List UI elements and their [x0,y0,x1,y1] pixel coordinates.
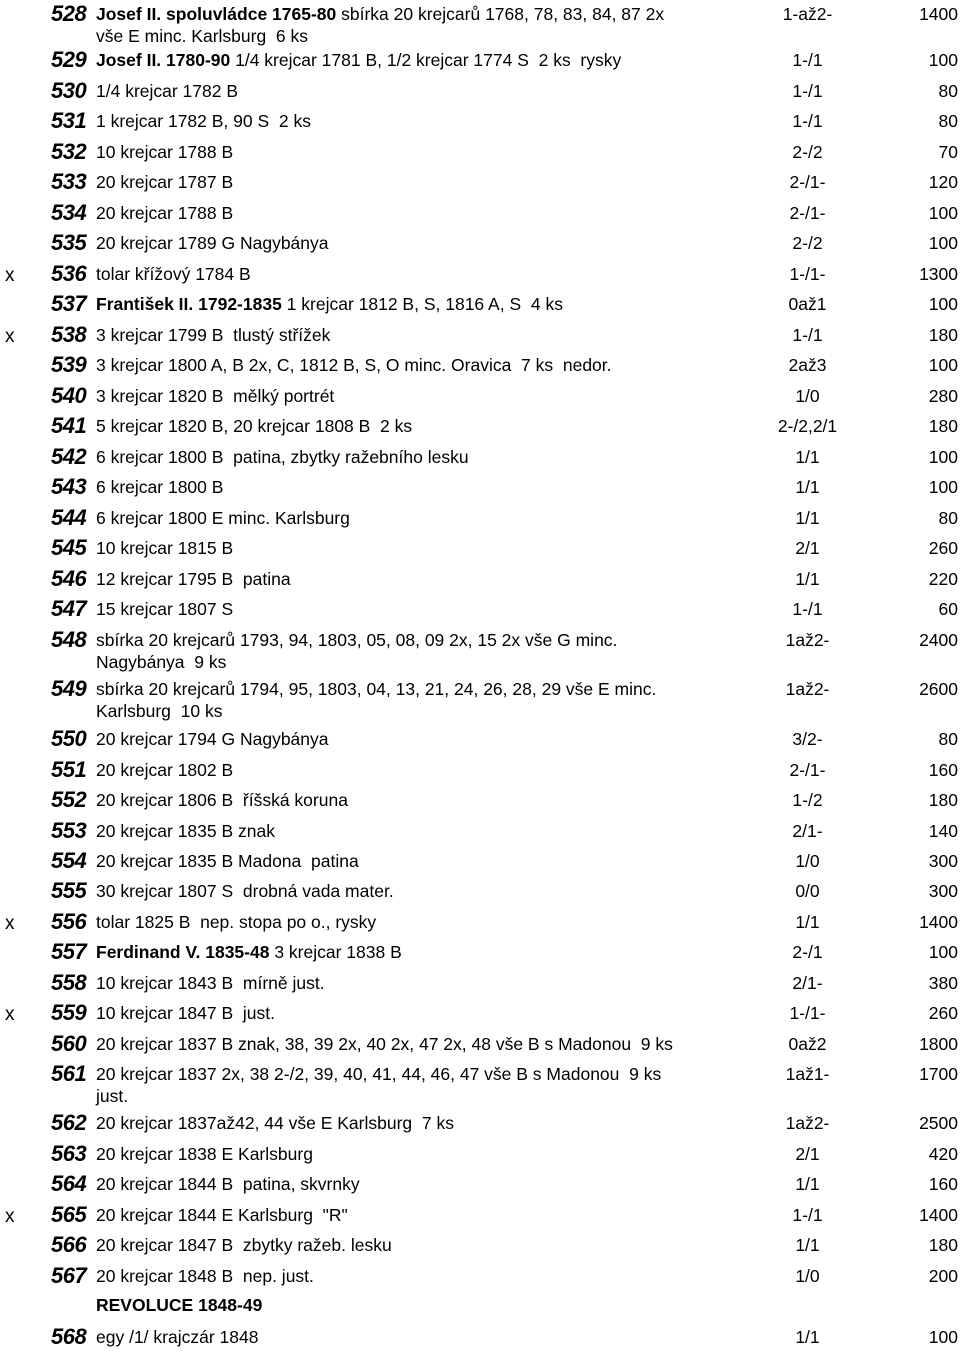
lot-number: 550 [51,726,87,751]
lot-number: 544 [51,505,87,530]
lot-price: 100 [928,942,958,962]
lot-text: 1/4 krejcar 1782 B [96,81,239,101]
lot-description [96,49,776,71]
lot-grade: 1/1 [795,1327,820,1347]
lot-grade: 1-/1- [789,1003,826,1023]
lot-price: 100 [928,50,958,70]
lot-price: 120 [928,172,958,192]
lot-number: 531 [51,108,87,133]
lot-text: 30 krejcar 1807 S drobná vada mater. [96,881,394,901]
lot-text: 20 krejcar 1837 2x, 38 2-/2, 39, 40, 41, 44, 46, 47 vše B s Madonou 9 ks just. [96,1064,662,1106]
lot-price: 260 [928,538,958,558]
lot-description [96,446,776,468]
lot-mark: x [5,1206,15,1227]
lot-price: 100 [928,1327,958,1347]
lot-price: 180 [928,790,958,810]
lot-grade: 1/0 [795,386,820,406]
lot-text: 20 krejcar 1794 G Nagybánya [96,729,329,749]
lot-number: 532 [51,139,87,164]
lot-grade: 2/1 [795,1144,820,1164]
lot-number: 536 [51,261,87,286]
lot-number: 551 [51,757,87,782]
lot-text: 20 krejcar 1844 E Karlsburg "R" [96,1205,348,1225]
lot-price: 60 [938,599,958,619]
lot-description [96,293,776,315]
ruler-heading: Josef II. spoluvládce 1765-80 [96,4,337,24]
lot-grade: 2-/2 [792,142,823,162]
lot-number: 554 [51,848,87,873]
lot-number: 541 [51,413,87,438]
lot-text: 20 krejcar 1837 B znak, 38, 39 2x, 40 2x, 47 2x, 48 vše B s Madonou 9 ks [96,1034,673,1054]
lot-description [96,850,776,872]
lot-text: sbírka 20 krejcarů 1794, 95, 1803, 04, 13, 21, 24, 26, 28, 29 vše E minc. Karlsburg 10 ks [96,679,657,721]
lot-price: 180 [928,416,958,436]
lot-grade: 2-/2 [792,233,823,253]
lot-price: 100 [928,477,958,497]
lot-price: 80 [938,111,958,131]
lot-price: 2500 [919,1113,958,1133]
lot-description [96,80,776,102]
lot-grade: 1-/1- [789,264,826,284]
lot-text: 10 krejcar 1788 B [96,142,234,162]
lot-number: 539 [51,352,87,377]
lot-mark: x [5,913,15,934]
lot-description [96,354,776,376]
lot-description [96,476,776,498]
lot-description [96,537,776,559]
lot-number: 567 [51,1263,87,1288]
lot-description [96,1326,776,1348]
lot-number: 537 [51,291,87,316]
lot-grade: 1/1 [795,477,820,497]
lot-text: 20 krejcar 1844 B patina, skvrnky [96,1174,360,1194]
lot-grade: 1až2- [785,1113,830,1133]
lot-grade: 1-/1 [792,599,823,619]
lot-grade: 2-/1 [792,942,823,962]
lot-number: 568 [51,1324,87,1349]
lot-grade: 2-/1- [789,203,826,223]
lot-grade: 1-/1 [792,81,823,101]
lot-price: 140 [928,821,958,841]
section-heading: REVOLUCE 1848-49 [96,1295,263,1315]
lot-price: 420 [928,1144,958,1164]
lot-grade: 2-/2,2/1 [777,416,838,436]
lot-price: 260 [928,1003,958,1023]
lot-description [96,789,776,811]
lot-grade: 2-/1- [789,760,826,780]
lot-grade: 2/1 [795,538,820,558]
lot-number: 556 [51,909,87,934]
lot-description [96,171,776,193]
lot-mark: x [5,265,15,286]
lot-grade: 3/2- [792,729,823,749]
lot-grade: 1-/1 [792,1205,823,1225]
lot-number: 545 [51,535,87,560]
lot-price: 1700 [919,1064,958,1084]
lot-price: 2600 [919,679,958,699]
lot-description [96,110,776,132]
lot-description [96,941,776,963]
lot-description [96,598,776,620]
lot-description [96,759,776,781]
lot-grade: 1/1 [795,1235,820,1255]
lot-grade: 1až2- [785,630,830,650]
lot-text: 1 krejcar 1812 B, S, 1816 A, S 4 ks [281,294,563,314]
lot-description [96,385,776,407]
lot-grade: 1-/2 [792,790,823,810]
lot-text: 3 krejcar 1799 B tlustý střížek [96,325,331,345]
lot-text: 10 krejcar 1843 B mírně just. [96,973,325,993]
lot-price: 300 [928,851,958,871]
lot-grade: 0až2 [788,1034,827,1054]
lot-text: 1 krejcar 1782 B, 90 S 2 ks [96,111,311,131]
lot-description [96,507,776,529]
lot-description [96,728,776,750]
lot-grade: 1/1 [795,569,820,589]
lot-grade: 2-/1- [789,172,826,192]
lot-description [96,880,776,902]
lot-number: 565 [51,1202,87,1227]
lot-mark: x [5,326,15,347]
lot-price: 100 [928,294,958,314]
lot-description [96,1265,776,1287]
lot-grade: 2/1- [792,973,823,993]
lot-grade: 0až1 [788,294,827,314]
lot-text: 3 krejcar 1800 A, B 2x, C, 1812 B, S, O minc. Oravica 7 ks nedor. [96,355,612,375]
lot-text: 20 krejcar 1789 G Nagybánya [96,233,329,253]
lot-number: 528 [51,1,87,26]
lot-description [96,202,776,224]
lot-description [96,1143,776,1165]
lot-number: 549 [51,676,87,701]
lot-number: 538 [51,322,87,347]
lot-price: 70 [938,142,958,162]
lot-grade: 1až2- [785,679,830,699]
lot-price: 1300 [919,264,958,284]
lot-text: 5 krejcar 1820 B, 20 krejcar 1808 B 2 ks [96,416,413,436]
lot-number: 548 [51,627,87,652]
lot-text: 12 krejcar 1795 B patina [96,569,291,589]
lot-description [96,972,776,994]
lot-price: 100 [928,355,958,375]
lot-text: 6 krejcar 1800 E minc. Karlsburg [96,508,350,528]
lot-description [96,1204,776,1226]
lot-price: 1800 [919,1034,958,1054]
lot-text: 20 krejcar 1788 B [96,203,234,223]
lot-grade: 1-/1 [792,111,823,131]
lot-number: 561 [51,1061,87,1086]
lot-mark: x [5,1004,15,1025]
lot-text: 10 krejcar 1847 B just. [96,1003,275,1023]
lot-text: 6 krejcar 1800 B [96,477,224,497]
lot-text: tolar křížový 1784 B [96,264,251,284]
lot-number: 529 [51,47,87,72]
lot-text: 20 krejcar 1847 B zbytky ražeb. lesku [96,1235,392,1255]
lot-grade: 1-až2- [782,4,833,24]
lot-grade: 1/0 [795,851,820,871]
lot-text: egy /1/ krajczár 1848 [96,1327,259,1347]
lot-grade: 0/0 [795,881,820,901]
lot-grade: 1až1- [785,1064,830,1084]
lot-price: 380 [928,973,958,993]
lot-text: 20 krejcar 1787 B [96,172,234,192]
lot-number: 547 [51,596,87,621]
lot-description [96,568,776,590]
lot-description [96,263,776,285]
lot-price: 80 [938,729,958,749]
lot-text: tolar 1825 B nep. stopa po o., rysky [96,912,377,932]
lot-text: 20 krejcar 1848 B nep. just. [96,1266,314,1286]
lot-number: 555 [51,878,87,903]
lot-number: 546 [51,566,87,591]
lot-description [96,141,776,163]
lot-description [96,1033,776,1055]
lot-text: 20 krejcar 1835 B Madona patina [96,851,359,871]
lot-description [96,820,776,842]
lot-text: 20 krejcar 1806 B říšská koruna [96,790,348,810]
lot-text: sbírka 20 krejcarů 1768, 78, 83, 84, 87 2x vše E minc. Karlsburg 6 ks [96,4,665,46]
lot-description [96,415,776,437]
lot-text: 20 krejcar 1837až42, 44 vše E Karlsburg 7 ks [96,1113,454,1133]
lot-description [96,1063,776,1107]
lot-text: 20 krejcar 1838 E Karlsburg [96,1144,313,1164]
lot-number: 553 [51,818,87,843]
lot-grade: 2až3 [788,355,827,375]
lot-grade: 1/1 [795,447,820,467]
lot-number: 533 [51,169,87,194]
lot-number: 564 [51,1171,87,1196]
lot-price: 200 [928,1266,958,1286]
lot-number: 534 [51,200,87,225]
lot-text: 10 krejcar 1815 B [96,538,234,558]
lot-text: 3 krejcar 1838 B [269,942,402,962]
lot-price: 100 [928,447,958,467]
lot-grade: 1/1 [795,1174,820,1194]
lot-description [96,324,776,346]
lot-grade: 1/1 [795,508,820,528]
lot-number: 540 [51,383,87,408]
lot-price: 100 [928,203,958,223]
lot-description [96,1234,776,1256]
lot-price: 80 [938,508,958,528]
lot-description [96,232,776,254]
lot-grade: 1/1 [795,912,820,932]
lot-number: 535 [51,230,87,255]
lot-text: 1/4 krejcar 1781 B, 1/2 krejcar 1774 S 2 ks rysky [230,50,622,70]
lot-number: 559 [51,1000,87,1025]
lot-number: 552 [51,787,87,812]
lot-text: 20 krejcar 1802 B [96,760,234,780]
lot-number: 558 [51,970,87,995]
lot-text: sbírka 20 krejcarů 1793, 94, 1803, 05, 08, 09 2x, 15 2x vše G minc. Nagybánya 9 ks [96,630,618,672]
lot-description [96,629,776,673]
lot-price: 220 [928,569,958,589]
lot-description [96,678,776,722]
lot-price: 1400 [919,912,958,932]
lot-number: 560 [51,1031,87,1056]
lot-price: 80 [938,81,958,101]
lot-price: 100 [928,233,958,253]
lot-description [96,1112,776,1134]
lot-description [96,911,776,933]
lot-number: 563 [51,1141,87,1166]
lot-price: 2400 [919,630,958,650]
lot-price: 280 [928,386,958,406]
lot-price: 180 [928,325,958,345]
lot-price: 1400 [919,4,958,24]
lot-grade: 1-/1 [792,50,823,70]
lot-description [96,1173,776,1195]
ruler-heading: Ferdinand V. 1835-48 [96,942,270,962]
lot-number: 562 [51,1110,87,1135]
lot-number: 530 [51,78,87,103]
lot-number: 566 [51,1232,87,1257]
lot-grade: 1/0 [795,1266,820,1286]
lot-grade: 2/1- [792,821,823,841]
ruler-heading: František II. 1792-1835 [96,294,282,314]
lot-text: 3 krejcar 1820 B mělký portrét [96,386,335,406]
lot-number: 557 [51,939,87,964]
lot-number: 542 [51,444,87,469]
lot-price: 160 [928,760,958,780]
lot-price: 180 [928,1235,958,1255]
ruler-heading: Josef II. 1780-90 [96,50,231,70]
lot-text: 15 krejcar 1807 S [96,599,234,619]
lot-text: 20 krejcar 1835 B znak [96,821,275,841]
lot-price: 160 [928,1174,958,1194]
lot-description [96,3,776,47]
lot-text: 6 krejcar 1800 B patina, zbytky ražebního lesku [96,447,469,467]
lot-grade: 1-/1 [792,325,823,345]
lot-price: 1400 [919,1205,958,1225]
lot-number: 543 [51,474,87,499]
lot-description [96,1002,776,1024]
lot-price: 300 [928,881,958,901]
